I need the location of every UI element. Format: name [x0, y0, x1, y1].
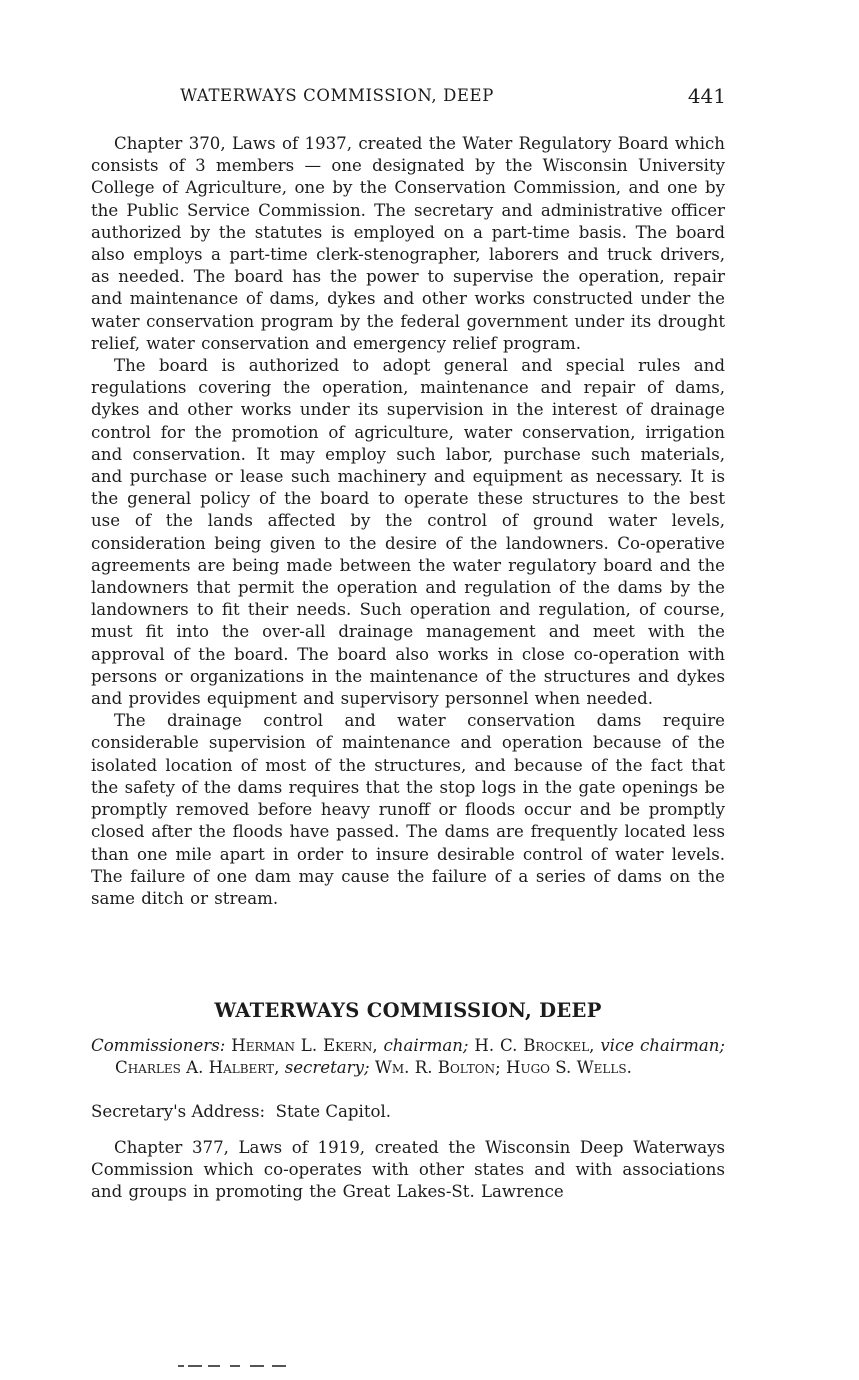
paragraph: The drainage control and water conservation dams require considerable supervision of maintenance and operation because of the isolated location of most of the structures, and because of the fact that the safety of the dams requires that the stop logs in the gate openings be promptly removed before heavy runoff or floods occur and be promptly closed after the floods have passed. The dams are frequently located less than one mile apart in order to insure desirable control of water levels. The failure of one dam may cause the failure of a series of dams on the same ditch or stream.	[91, 711, 725, 908]
paragraph: Chapter 370, Laws of 1937, created the Water Regulatory Board which consists of 3 members — one designated by the Wisconsin University College of Agriculture, one by the Conservation Commission, and one by the Public Service Commission. The secretary and administrative officer authorized by the statutes is employed on a part-time basis. The board also employs a part-time clerk-stenographer, laborers and truck drivers, as needed. The board has the power to supervise the operation, repair and maintenance of dams, dykes and other works constructed under the water conservation program by the federal government under its drought relief, water conservation and emergency relief program.	[91, 134, 725, 353]
commissioner-name: Herman L. Ekern	[231, 1036, 373, 1055]
commissioner-name: H. C. Brockel	[474, 1036, 590, 1055]
address-value: State Capitol.	[275, 1102, 392, 1121]
commissioner-name: Charles A. Halbert	[115, 1058, 275, 1077]
commissioner-name: Hugo S. Wells.	[506, 1058, 632, 1077]
address-label: Secretary's Address:	[91, 1102, 266, 1121]
secretary-address	[91, 1101, 391, 1123]
commissioner-role: secretary;	[284, 1058, 370, 1077]
page-number: 441	[687, 84, 726, 108]
commissioners-label: Commissioners:	[91, 1036, 226, 1055]
footer-rule-marks	[178, 1364, 298, 1368]
commissioner-role: chairman;	[383, 1036, 469, 1055]
water-regulatory-board-text	[91, 133, 725, 910]
commissioner-role: vice chairman;	[600, 1036, 725, 1055]
paragraph: The board is authorized to adopt general and special rules and regulations covering the operation, maintenance and repair of dams, dykes and other works under its supervision in the interest of drainage control for the promotion of agriculture, water conservation, irrigation and conservation. It may employ such labor, purchase such materials, and purchase or lease such machinery and equipment as necessary. It is the general policy of the board to operate these structures to the best use of the lands affected by the control of ground water levels, consideration being given to the desire of the landowners. Co-operative agreements are being made between the water regulatory board and the landowners that permit the operation and regulation of the dams by the landowners to fit their needs. Such operation and regulation, of course, must fit into the over-all drainage management and meet with the approval of the board. The board also works in close co-operation with persons or organizations in the maintenance of the structures and dykes and provides equipment and supervisory personnel when needed.	[91, 356, 725, 709]
section-heading: WATERWAYS COMMISSION, DEEP	[214, 999, 602, 1022]
running-head	[90, 84, 726, 110]
paragraph: Chapter 377, Laws of 1919, created the Wisconsin Deep Waterways Commission which co-operates with other states and with associations and groups in promoting the Great Lakes-St. Lawrence	[91, 1138, 725, 1202]
commissioner-name: Wm. R. Bolton;	[374, 1058, 501, 1077]
running-title: WATERWAYS COMMISSION, DEEP	[180, 86, 494, 105]
deep-waterways-text	[91, 1137, 725, 1204]
commissioners-list: Commissioners: Herman L. Ekern, chairman; H. C. Brockel, vice chairman; Charles A. Halbert, secretary; Wm. R. Bolton; Hugo S. Wells.	[91, 1036, 725, 1077]
